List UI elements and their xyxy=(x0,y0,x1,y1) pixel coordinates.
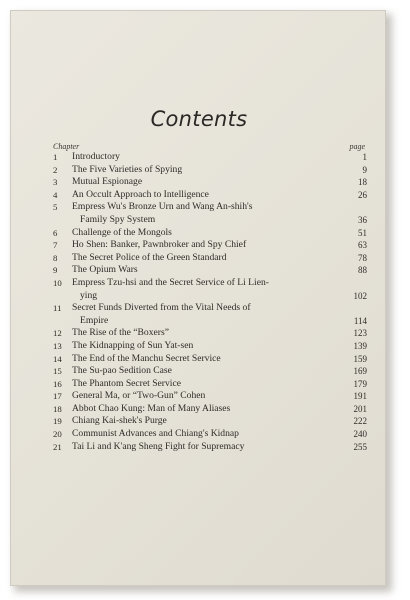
chapter-number: 17 xyxy=(53,391,62,402)
chapter-number: 21 xyxy=(53,441,62,452)
page-number: 102 xyxy=(353,290,367,301)
contents-heading: Contents xyxy=(150,107,248,131)
chapter-number: 1 xyxy=(53,152,58,162)
chapter-number: 4 xyxy=(53,189,58,200)
chapter-number: 6 xyxy=(53,227,58,238)
page-number: 201 xyxy=(353,403,367,414)
page-number: 255 xyxy=(353,441,367,452)
chapter-number: 7 xyxy=(53,240,58,251)
page-number: 88 xyxy=(358,265,367,276)
chapter-number: 5 xyxy=(53,202,58,213)
page-number: 191 xyxy=(353,391,367,402)
chapter-title-text: The Secret Police of the Green Standard xyxy=(72,251,227,263)
chapter-title xyxy=(72,378,333,391)
chapter-title-text: Chiang Kai-shek's Purge xyxy=(72,415,167,427)
chapter-title xyxy=(72,441,333,454)
toc-entry xyxy=(53,390,367,403)
chapter-title xyxy=(72,390,333,403)
chapter-number: 8 xyxy=(53,252,58,263)
chapter-number: 12 xyxy=(53,328,62,339)
chapter-number: 18 xyxy=(53,403,62,414)
chapter-title-text: Secret Funds Diverted from the Vital Needs of xyxy=(72,302,251,314)
chapter-number: 20 xyxy=(53,429,62,440)
chapter-title xyxy=(72,201,333,226)
chapter-number: 10 xyxy=(53,277,62,288)
chapter-title xyxy=(72,227,333,240)
toc-entry xyxy=(53,264,367,277)
page-number: 1 xyxy=(362,152,367,162)
chapter-title xyxy=(72,252,333,265)
page-number: 63 xyxy=(358,240,367,251)
chapter-number: 16 xyxy=(53,378,62,389)
page-number: 139 xyxy=(353,340,367,351)
chapter-title-text: Empress Wu's Bronze Urn and Wang An-shih's xyxy=(72,201,253,213)
chapter-title-text: Abbot Chao Kung: Man of Many Aliases xyxy=(72,402,231,414)
chapter-title xyxy=(72,151,333,164)
chapter-number: 9 xyxy=(53,265,58,276)
toc-entry xyxy=(53,302,367,327)
chapter-title-continuation: ying xyxy=(80,289,98,301)
chapter-title xyxy=(72,428,333,441)
page-number: 51 xyxy=(358,227,367,238)
toc-entry xyxy=(53,378,367,391)
chapter-title xyxy=(72,353,333,366)
toc-entry xyxy=(53,201,367,226)
toc-entry xyxy=(53,189,367,202)
page-column-label: page xyxy=(349,142,365,151)
toc-entry xyxy=(53,252,367,265)
chapter-title-text: The Su-pao Sedition Case xyxy=(72,365,172,377)
chapter-number: 14 xyxy=(53,353,62,364)
page-number: 9 xyxy=(362,164,367,175)
chapter-title-continuation: Empire xyxy=(80,314,109,326)
chapter-title-text: Communist Advances and Chiang's Kidnap xyxy=(72,428,239,440)
page-number: 240 xyxy=(353,429,367,440)
toc-entry xyxy=(53,164,367,177)
page-number: 123 xyxy=(353,328,367,339)
toc-entry xyxy=(53,415,367,428)
toc-entry xyxy=(53,239,367,252)
chapter-number: 13 xyxy=(53,340,62,351)
page-number: 26 xyxy=(358,189,367,200)
page-number: 36 xyxy=(358,214,367,225)
page-number: 179 xyxy=(353,378,367,389)
page-number: 18 xyxy=(358,177,367,188)
chapter-title-text: The Kidnapping of Sun Yat-sen xyxy=(72,339,194,351)
toc-entry xyxy=(53,441,367,454)
chapter-title xyxy=(72,340,333,353)
chapter-title xyxy=(72,277,333,302)
page-number: 222 xyxy=(353,416,367,427)
page-number: 159 xyxy=(353,353,367,364)
toc-entry xyxy=(53,176,367,189)
page-number: 78 xyxy=(358,252,367,263)
chapter-title xyxy=(72,403,333,416)
toc-entry xyxy=(53,227,367,240)
chapter-number: 11 xyxy=(53,303,62,314)
toc-entry xyxy=(53,277,367,302)
chapter-title-continuation: Family Spy System xyxy=(80,213,156,225)
toc-entry xyxy=(53,403,367,416)
chapter-title-text: General Ma, or “Two-Gun” Cohen xyxy=(72,390,206,402)
chapter-title-text: The Phantom Secret Service xyxy=(72,377,181,389)
toc-entry xyxy=(53,151,367,164)
chapter-title xyxy=(72,164,333,177)
chapter-title xyxy=(72,264,333,277)
chapter-title-text: Challenge of the Mongols xyxy=(72,226,172,238)
toc-entry xyxy=(53,365,367,378)
toc-entry xyxy=(53,327,367,340)
chapter-title xyxy=(72,176,333,189)
chapter-title xyxy=(72,239,333,252)
page-number: 169 xyxy=(353,366,367,377)
chapter-number: 3 xyxy=(53,177,58,188)
chapter-number: 2 xyxy=(53,164,58,175)
chapter-title-text: The End of the Manchu Secret Service xyxy=(72,352,221,364)
chapter-title-text: The Opium Wars xyxy=(72,264,138,276)
chapter-number: 19 xyxy=(53,416,62,427)
toc-entry xyxy=(53,428,367,441)
chapter-title-text: The Rise of the “Boxers” xyxy=(72,327,169,339)
chapter-title-text: Introductory xyxy=(72,151,120,162)
chapter-title xyxy=(72,189,333,202)
chapter-title xyxy=(72,365,333,378)
chapter-title xyxy=(72,415,333,428)
toc-entry xyxy=(53,340,367,353)
chapter-title-text: Tai Li and K'ang Sheng Fight for Supremacy xyxy=(72,440,245,452)
chapter-title-text: Mutual Espionage xyxy=(72,176,143,188)
chapter-title-text: Ho Shen: Banker, Pawnbroker and Spy Chief xyxy=(72,239,247,251)
chapter-column-label: Chapter xyxy=(53,142,80,151)
toc-entry xyxy=(53,353,367,366)
contents-list xyxy=(53,151,367,453)
chapter-title-text: An Occult Approach to Intelligence xyxy=(72,188,209,200)
chapter-title-text: The Five Varieties of Spying xyxy=(72,163,183,175)
chapter-title xyxy=(72,302,333,327)
chapter-title xyxy=(72,327,333,340)
book-page xyxy=(10,10,386,586)
chapter-title-text: Empress Tzu-hsi and the Secret Service of Li Lien- xyxy=(72,276,269,288)
chapter-number: 15 xyxy=(53,366,62,377)
page-number: 114 xyxy=(353,315,367,326)
